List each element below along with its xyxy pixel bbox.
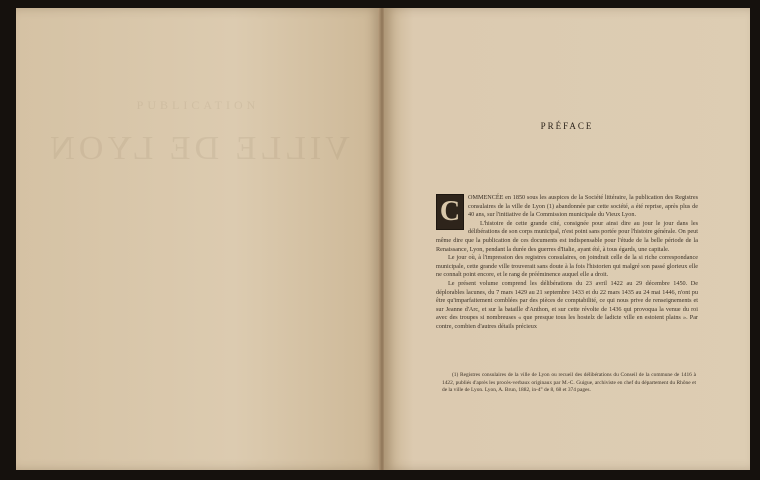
paragraph-2: L'histoire de cette grande cité, consignée pour ainsi dire au jour le jour dans les délibérations de son corps municipal, n'est point sans portée pour l'histoire générale. On peut même dire que la publication de ces documents est indispensable pour l'étude de la belle période de la Renaissance, Lyon, pendant la durée des guerres d'Italie, ayant été, à tous égards, une capitale. (436, 219, 698, 253)
paragraph-1 (436, 194, 698, 227)
paragraph-4: Le présent volume comprend les délibérations du 23 avril 1422 au 29 décembre 1450. De déplorables lacunes, du 7 mars 1429 au 21 septembre 1433 et du 22 mars 1435 au 24 mai 1446, n'ont pu être qu'imparfaitement comblées par des pièces de comptabilité, ce qui nous prive de renseignements et sur Jeanne d'Arc, et sur la bataille d'Anthon, et sur cette révolte de 1436 qui provoqua la venue du roi avec des troupes si nombreuses « que presque tous les hostelz de ladicte ville en estoient plains ». Par contre, combien d'autres détails précieux (436, 279, 698, 330)
preface-body (436, 194, 698, 332)
preface-heading: PRÉFACE (540, 121, 594, 131)
show-through-text-title: VILLE DE LYON (46, 130, 350, 167)
footnote (442, 372, 696, 395)
show-through-text-small: PUBLICATION (136, 98, 260, 112)
right-page (384, 8, 750, 470)
paragraph-3: Le jour où, à l'impression des registres consulaires, on joindrait celle de la si riche correspondance municipale, cette grande ville trouverait sans doute à la fois l'historien qui malgré son passé glorieux elle ne connaît point encore, et le rang de prééminence auquel elle a droit. (436, 254, 698, 279)
ornamental-initial: C (436, 194, 464, 230)
footnote-text: (1) Registres consulaires de la ville de Lyon ou recueil des délibérations du Conseil de la commune de 1416 à 1422, publiés d'après les procès-verbaux originaux par M.-C. Guigue, archiviste en chef du département du Rhône et de la ville de Lyon. Lyon, A. Brun, 1882, in-4° de 8, 68 et 374 pages. (442, 372, 696, 394)
left-page (16, 8, 380, 470)
first-word-rest: OMMENCÉE (468, 194, 504, 201)
paragraph-1-text: en 1850 sous les auspices de la Société littéraire, la publication des Registres consulaires de la ville de Lyon (1) abandonnée par cette société, a été reprise, après plus de 40 ans, sur l'initiative de la Commission municipale du Vieux Lyon. (468, 194, 698, 219)
